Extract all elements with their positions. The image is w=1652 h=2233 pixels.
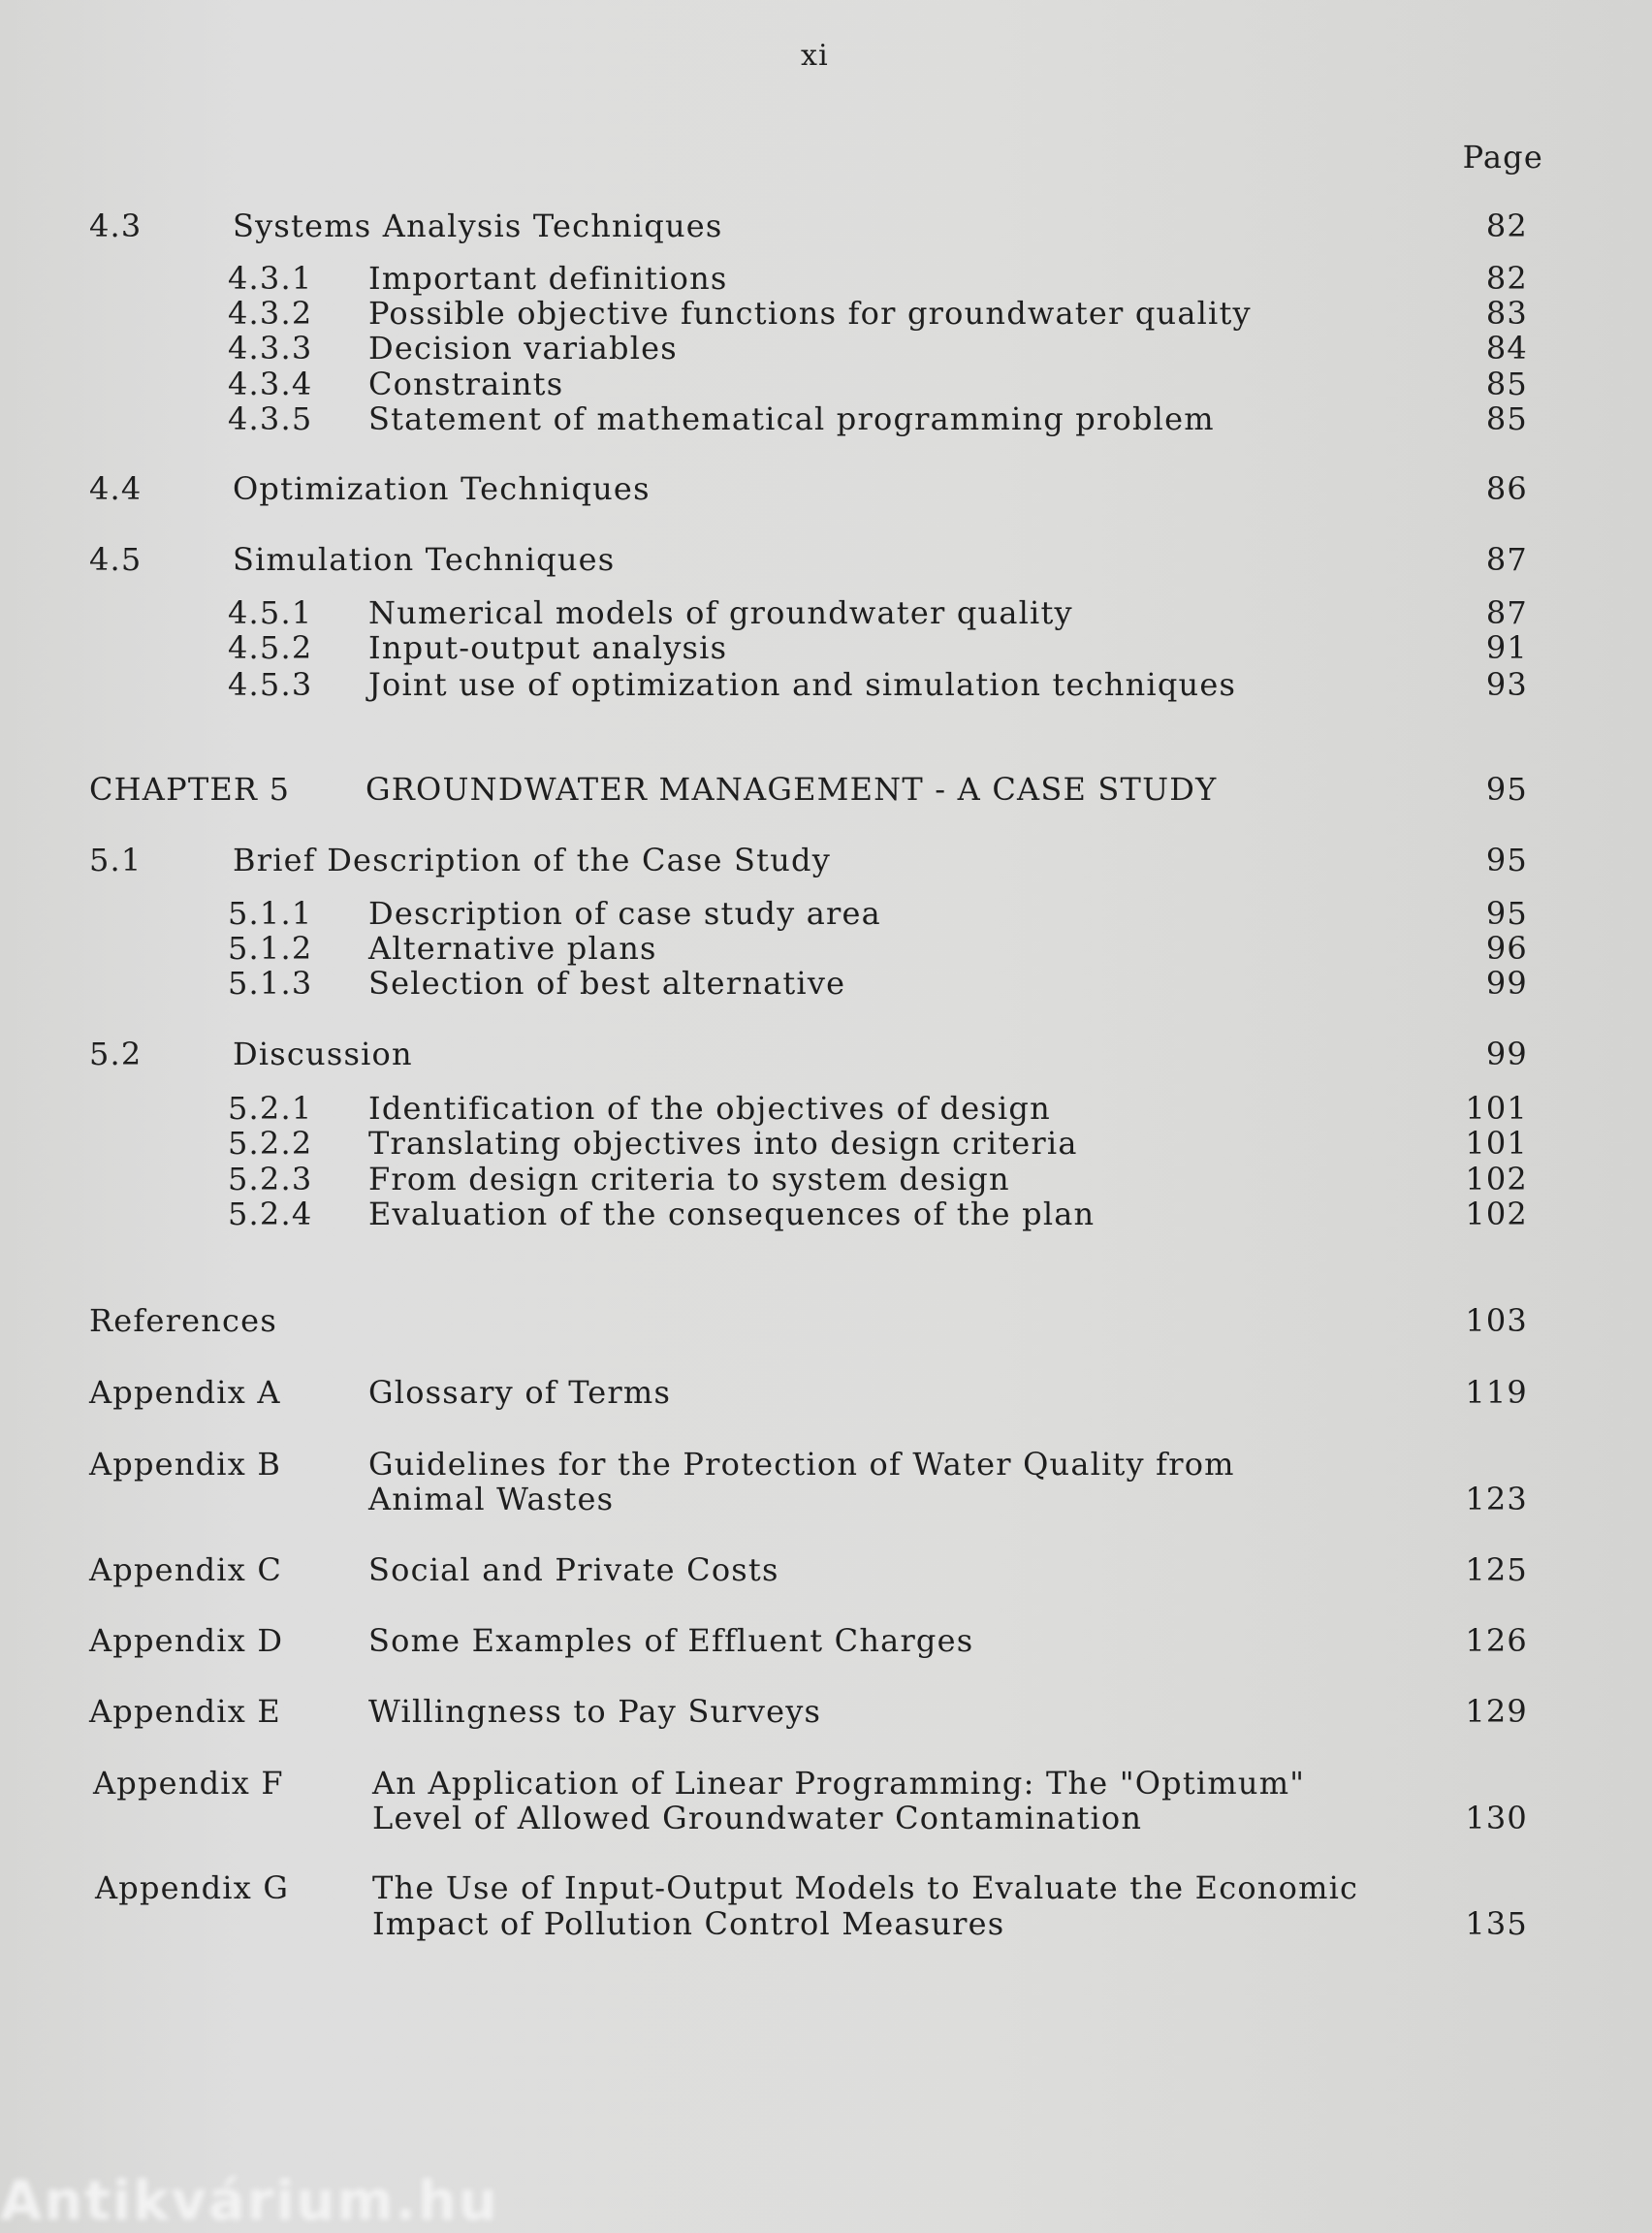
- section-number: 5.1: [89, 842, 143, 878]
- appendix-label: Appendix A: [89, 1374, 281, 1411]
- appendix-label: Appendix F: [93, 1765, 284, 1802]
- page-number: 84: [1485, 330, 1528, 367]
- page-number: 95: [1485, 895, 1528, 932]
- page-number: 129: [1465, 1693, 1528, 1730]
- watermark: Antikvárium.hu: [0, 2170, 499, 2233]
- appendix-title-line2: Animal Wastes: [368, 1481, 615, 1517]
- subsection-number: 4.5.3: [228, 666, 313, 703]
- page-number: 85: [1485, 400, 1528, 437]
- appendix-title-line2: Impact of Pollution Control Measures: [372, 1905, 1005, 1942]
- section-title: Simulation Techniques: [233, 541, 616, 578]
- subsection-title: Joint use of optimization and simulation techniques: [368, 666, 1237, 703]
- subsection-title: Statement of mathematical programming problem: [368, 400, 1215, 437]
- section-number: 4.4: [89, 470, 143, 507]
- section-number: 5.2: [89, 1036, 143, 1072]
- subsection-title: Alternative plans: [368, 930, 657, 967]
- page-number: 83: [1485, 295, 1528, 332]
- appendix-title: Some Examples of Effluent Charges: [368, 1622, 974, 1659]
- page-number: 95: [1485, 771, 1528, 808]
- section-title: Brief Description of the Case Study: [233, 842, 831, 878]
- page-number: 96: [1485, 930, 1528, 967]
- subsection-title: Selection of best alternative: [368, 965, 846, 1002]
- page-number: 82: [1485, 207, 1528, 244]
- page-number: 119: [1465, 1374, 1528, 1411]
- page-number: 95: [1485, 842, 1528, 878]
- subsection-title: Important definitions: [368, 260, 728, 297]
- appendix-label: Appendix C: [89, 1551, 283, 1588]
- subsection-number: 5.1.3: [228, 965, 313, 1002]
- page-number: 93: [1485, 666, 1528, 703]
- appendix-title: Willingness to Pay Surveys: [368, 1693, 822, 1730]
- page-number: 101: [1465, 1125, 1528, 1162]
- section-number: 4.5: [89, 541, 143, 578]
- subsection-title: Constraints: [368, 366, 564, 402]
- subsection-number: 5.2.4: [228, 1196, 313, 1232]
- subsection-number: 5.1.2: [228, 930, 313, 967]
- page-number: 135: [1465, 1905, 1528, 1942]
- appendix-title-line2: Level of Allowed Groundwater Contamination: [372, 1800, 1143, 1836]
- appendix-title-line1: Guidelines for the Protection of Water Quality from: [368, 1446, 1235, 1483]
- page-number: 123: [1465, 1481, 1528, 1517]
- subsection-number: 5.2.3: [228, 1161, 313, 1197]
- page-number: 87: [1485, 594, 1528, 631]
- page-number: 86: [1485, 470, 1528, 507]
- appendix-title-line1: The Use of Input-Output Models to Evaluate the Economic: [372, 1869, 1359, 1906]
- appendix-label: Appendix E: [89, 1693, 281, 1730]
- subsection-title: Evaluation of the consequences of the plan: [368, 1196, 1096, 1232]
- page-number: 82: [1485, 260, 1528, 297]
- page-number: 102: [1465, 1196, 1528, 1232]
- appendix-label: Appendix D: [89, 1622, 284, 1659]
- subsection-title: Possible objective functions for groundwater quality: [368, 295, 1252, 332]
- appendix-title: Social and Private Costs: [368, 1551, 779, 1588]
- subsection-title: Description of case study area: [368, 895, 881, 932]
- references-label: References: [89, 1302, 277, 1339]
- subsection-title: Translating objectives into design criteria: [368, 1125, 1078, 1162]
- subsection-number: 5.2.1: [228, 1090, 313, 1127]
- appendix-label: Appendix B: [89, 1446, 282, 1483]
- subsection-title: From design criteria to system design: [368, 1161, 1010, 1197]
- page-number: 130: [1465, 1800, 1528, 1836]
- subsection-number: 4.3.3: [228, 330, 313, 367]
- subsection-number: 4.5.1: [228, 594, 313, 631]
- page-column-header: Page: [1462, 139, 1543, 175]
- subsection-title: Identification of the objectives of design: [368, 1090, 1051, 1127]
- subsection-title: Numerical models of groundwater quality: [368, 594, 1073, 631]
- section-number: 4.3: [89, 207, 143, 244]
- subsection-number: 4.3.2: [228, 295, 313, 332]
- page-number: 85: [1485, 366, 1528, 402]
- page-number: 101: [1465, 1090, 1528, 1127]
- page-number: 102: [1465, 1161, 1528, 1197]
- page-folio: xi: [801, 39, 829, 73]
- subsection-number: 4.3.4: [228, 366, 313, 402]
- section-title: Optimization Techniques: [233, 470, 651, 507]
- subsection-number: 5.2.2: [228, 1125, 313, 1162]
- subsection-number: 4.3.5: [228, 400, 313, 437]
- section-title: Systems Analysis Techniques: [233, 207, 723, 244]
- page-number: 87: [1485, 541, 1528, 578]
- appendix-label: Appendix G: [95, 1869, 290, 1906]
- subsection-number: 4.5.2: [228, 629, 313, 666]
- subsection-title: Decision variables: [368, 330, 678, 367]
- page-number: 91: [1485, 629, 1528, 666]
- appendix-title-line1: An Application of Linear Programming: The "Optimum": [372, 1765, 1306, 1802]
- subsection-title: Input-output analysis: [368, 629, 728, 666]
- page-number: 125: [1465, 1551, 1528, 1588]
- page-number: 103: [1465, 1302, 1528, 1339]
- chapter-title: GROUNDWATER MANAGEMENT - A CASE STUDY: [365, 771, 1218, 808]
- appendix-title: Glossary of Terms: [368, 1374, 672, 1411]
- subsection-number: 5.1.1: [228, 895, 313, 932]
- page-number: 99: [1485, 965, 1528, 1002]
- page-number: 99: [1485, 1036, 1528, 1072]
- section-title: Discussion: [233, 1036, 413, 1072]
- chapter-label: CHAPTER 5: [89, 771, 291, 808]
- subsection-number: 4.3.1: [228, 260, 313, 297]
- page-number: 126: [1465, 1622, 1528, 1659]
